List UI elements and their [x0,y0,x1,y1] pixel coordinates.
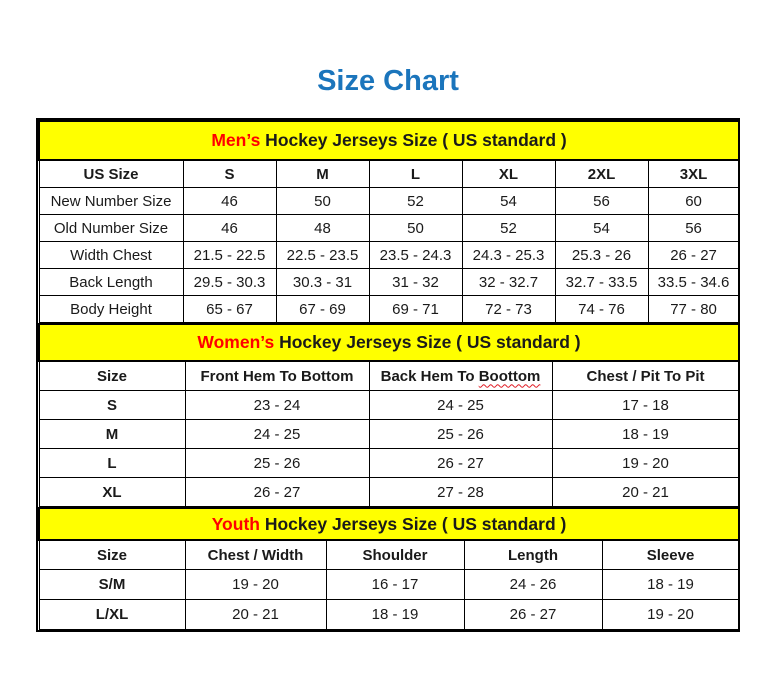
mens-section-header [39,121,739,160]
row-label: Back Length [39,269,183,296]
size-value: 32 - 32.7 [462,269,555,296]
size-value: 19 - 20 [185,570,326,600]
womens-section-title [39,324,739,361]
size-value: 69 - 71 [369,296,462,323]
size-value: 48 [276,215,369,242]
table-row [39,215,739,242]
row-label: Width Chest [39,242,183,269]
column-header: Length [464,540,602,570]
size-value: 50 [369,215,462,242]
womens-section-prefix: Women’s [197,332,275,352]
size-value: 26 - 27 [185,478,369,507]
size-value: 26 - 27 [648,242,739,269]
mens-size-table [38,120,740,323]
youth-section-header [39,508,739,540]
size-value: 56 [555,188,648,215]
size-value: 74 - 76 [555,296,648,323]
back-hem-label: Back Hem To [380,367,479,385]
youth-section-title [39,508,739,540]
column-header: M [276,160,369,188]
size-value: 24 - 25 [185,420,369,449]
size-value: 29.5 - 30.3 [183,269,276,296]
size-value: 19 - 20 [602,600,739,630]
youth-section-suffix: Hockey Jerseys Size ( US standard ) [259,513,567,534]
table-row [39,420,739,449]
size-value: 67 - 69 [276,296,369,323]
size-chart-tables [36,118,740,632]
size-value: 24.3 - 25.3 [462,242,555,269]
size-value: 26 - 27 [369,449,552,478]
column-header: 3XL [648,160,739,188]
table-row [39,296,739,323]
column-header: Sleeve [602,540,739,570]
size-value: 65 - 67 [183,296,276,323]
column-header: XL [462,160,555,188]
row-label: L [39,449,185,478]
mens-section-title [39,121,739,160]
size-value: 26 - 27 [464,600,602,630]
size-value: 30.3 - 31 [276,269,369,296]
column-header: Size [39,540,185,570]
size-value: 21.5 - 22.5 [183,242,276,269]
size-value: 27 - 28 [369,478,552,507]
size-value: 20 - 21 [552,478,739,507]
size-value: 50 [276,188,369,215]
womens-section-header [39,324,739,361]
row-label: Body Height [39,296,183,323]
column-header: L [369,160,462,188]
size-value: 31 - 32 [369,269,462,296]
column-header: 2XL [555,160,648,188]
row-label: Old Number Size [39,215,183,242]
column-header: US Size [39,160,183,188]
row-label: L/XL [39,600,185,630]
size-value: 77 - 80 [648,296,739,323]
size-value: 23.5 - 24.3 [369,242,462,269]
size-value: 46 [183,215,276,242]
size-value: 17 - 18 [552,391,739,420]
size-value: 54 [555,215,648,242]
youth-section-prefix: Youth [211,513,260,534]
table-row [39,600,739,630]
column-header: Chest / Width [185,540,326,570]
table-row [39,391,739,420]
column-header: S [183,160,276,188]
table-row [39,449,739,478]
page-title: Size Chart [317,65,459,97]
size-value: 16 - 17 [326,570,464,600]
size-value: 33.5 - 34.6 [648,269,739,296]
mens-header-row [39,160,739,188]
size-value: 25.3 - 26 [555,242,648,269]
column-header: Shoulder [326,540,464,570]
size-value: 18 - 19 [552,420,739,449]
column-header: Chest / Pit To Pit [552,361,739,391]
row-label: XL [39,478,185,507]
table-row [39,269,739,296]
size-value: 52 [462,215,555,242]
size-value: 54 [462,188,555,215]
youth-header-row [39,540,739,570]
row-label: M [39,420,185,449]
size-value: 72 - 73 [462,296,555,323]
womens-size-table [38,323,740,507]
size-value: 18 - 19 [326,600,464,630]
mens-section-prefix: Men’s [211,130,261,150]
size-value: 25 - 26 [369,420,552,449]
table-row [39,570,739,600]
size-value: 23 - 24 [185,391,369,420]
size-value: 32.7 - 33.5 [555,269,648,296]
size-value: 24 - 25 [369,391,552,420]
row-label: New Number Size [39,188,183,215]
column-header [369,361,552,391]
mens-section-suffix: Hockey Jerseys Size ( US standard ) [260,130,567,150]
youth-size-table [38,507,740,630]
womens-section-suffix: Hockey Jerseys Size ( US standard ) [274,332,581,352]
column-header: Front Hem To Bottom [185,361,369,391]
size-value: 60 [648,188,739,215]
womens-header-row [39,361,739,391]
table-row [39,188,739,215]
size-value: 19 - 20 [552,449,739,478]
size-value: 52 [369,188,462,215]
size-value: 22.5 - 23.5 [276,242,369,269]
size-value: 46 [183,188,276,215]
size-value: 56 [648,215,739,242]
size-value: 20 - 21 [185,600,326,630]
back-hem-typo-spellcheck: Boottom [478,367,541,385]
size-value: 24 - 26 [464,570,602,600]
table-row [39,242,739,269]
table-row [39,478,739,507]
row-label: S [39,391,185,420]
size-value: 18 - 19 [602,570,739,600]
row-label: S/M [39,570,185,600]
size-value: 25 - 26 [185,449,369,478]
column-header: Size [39,361,185,391]
